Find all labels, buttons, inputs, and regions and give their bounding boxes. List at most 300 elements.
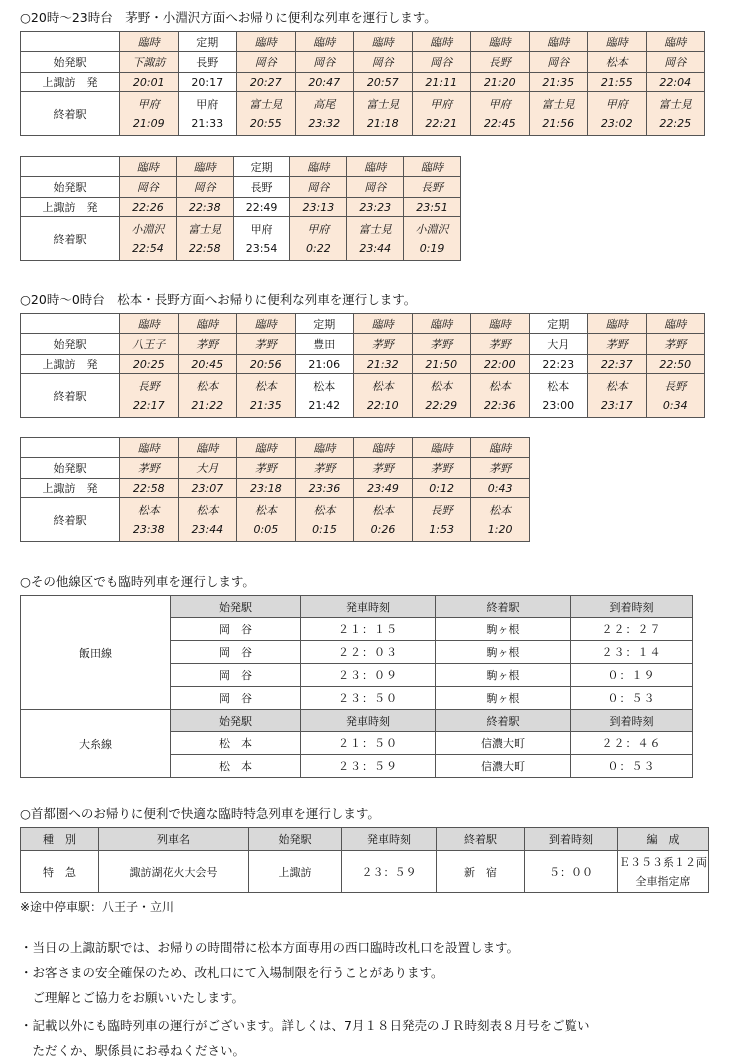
train-cell-dep: 22:58 [120, 479, 179, 498]
row-label: 終着駅 [21, 498, 120, 542]
timetable-4 [20, 437, 530, 542]
train-cell-dest [176, 217, 233, 261]
table-cell: 松 本 [171, 755, 301, 778]
train-cell-dest [120, 92, 179, 136]
table-cell: ２１：５０ [301, 732, 436, 755]
train-cell-type: 臨時 [354, 314, 413, 334]
train-cell-dep: 0:12 [412, 479, 471, 498]
train-cell-type: 臨時 [120, 438, 179, 458]
dest-station: 松本 [254, 379, 277, 393]
column-header: 始発駅 [171, 710, 301, 732]
express-cell: 上諏訪 [249, 851, 342, 893]
train-cell-origin: 茅野 [588, 334, 647, 355]
timetable-row-origin [21, 458, 530, 479]
arrival-time: 22:21 [425, 116, 458, 130]
dest-station: 長野 [664, 379, 687, 393]
column-header: 編 成 [618, 828, 709, 851]
timetable-row-origin [21, 334, 705, 355]
arrival-time: 22:36 [483, 398, 516, 412]
train-cell-origin: 岡谷 [237, 52, 296, 73]
train-cell-type: 臨時 [646, 32, 705, 52]
train-cell-dest [120, 374, 179, 418]
dest-station: 甲府 [307, 222, 330, 236]
train-cell-dep: 20:17 [178, 73, 237, 92]
table-cell: 岡 谷 [171, 618, 301, 641]
train-cell-dep: 21:32 [354, 355, 413, 374]
express-cell: 特 急 [21, 851, 99, 893]
arrival-time: 0:19 [419, 241, 445, 255]
train-cell-dest [588, 374, 647, 418]
arrival-time: 21:18 [366, 116, 399, 130]
table-cell: ２２：２７ [571, 618, 693, 641]
train-cell-dep: 22:49 [233, 198, 290, 217]
train-cell-dep: 21:20 [471, 73, 530, 92]
row-label: 始発駅 [21, 458, 120, 479]
timetable-row-dep [21, 198, 461, 217]
table-cell: ０：５３ [571, 687, 693, 710]
row-label: 始発駅 [21, 177, 120, 198]
arrival-time: 1:53 [429, 522, 454, 536]
timetable-row-origin [21, 177, 461, 198]
table-cell: 信濃大町 [436, 755, 571, 778]
timetable-row-dep [21, 355, 705, 374]
train-cell-dep: 22:00 [471, 355, 530, 374]
bullet-2: ・お客さまの安全確保のため、改札口にて入場制限を行うことがあります。 [20, 965, 444, 980]
timetable-row-type [21, 314, 705, 334]
express-cell: ５：００ [525, 851, 618, 893]
arrival-time: 23:02 [600, 116, 633, 130]
train-cell-dest [178, 374, 237, 418]
train-cell-type: 臨時 [529, 32, 588, 52]
dest-station: 松本 [196, 379, 219, 393]
train-cell-type: 臨時 [347, 157, 404, 177]
train-cell-type: 臨時 [471, 314, 530, 334]
train-cell-dest [412, 92, 471, 136]
train-cell-dep: 21:11 [412, 73, 471, 92]
row-label: 上諏訪 発 [21, 479, 120, 498]
timetable-1 [20, 31, 705, 136]
row-label: 終着駅 [21, 217, 120, 261]
dest-station: 松本 [371, 379, 394, 393]
column-header: 発車時刻 [342, 828, 437, 851]
train-cell-origin: 長野 [404, 177, 461, 198]
train-cell-type: 臨時 [295, 438, 354, 458]
timetable-row-dep [21, 73, 705, 92]
section-title-3: ○その他線区でも臨時列車を運行します。 [20, 574, 255, 589]
train-cell-type: 臨時 [412, 32, 471, 52]
arrival-time: 0:22 [306, 241, 331, 255]
column-header: 種 別 [21, 828, 99, 851]
arrival-time: 22:54 [132, 241, 164, 255]
dest-station: 高尾 [313, 97, 336, 111]
column-header: 終着駅 [436, 596, 571, 618]
dest-station: 富士見 [188, 222, 222, 236]
arrival-time: 23:32 [308, 116, 341, 130]
timetable-row-dest [21, 374, 705, 418]
arrival-time: 21:09 [132, 116, 165, 130]
train-cell-origin: 岡谷 [347, 177, 404, 198]
train-cell-dest [529, 374, 588, 418]
train-cell-dep: 0:43 [471, 479, 530, 498]
table-cell: 信濃大町 [436, 732, 571, 755]
bullet-4: ・記載以外にも臨時列車の運行がございます。詳しくは、7月１８日発売のＪＲ時刻表８月号をご覧い [20, 1018, 590, 1033]
row-label [21, 438, 120, 458]
section-title-2: ○20時～0時台 松本・長野方面へお帰りに便利な列車を運行します。 [20, 292, 417, 307]
train-cell-type: 臨時 [178, 314, 237, 334]
train-cell-dest [233, 217, 290, 261]
column-header: 発車時刻 [301, 596, 436, 618]
column-header: 到着時刻 [525, 828, 618, 851]
train-cell-dest [471, 374, 530, 418]
train-cell-dep: 20:45 [178, 355, 237, 374]
arrival-time: 0:15 [312, 522, 337, 536]
train-cell-dep: 21:35 [529, 73, 588, 92]
row-label: 上諏訪 発 [21, 355, 120, 374]
train-cell-dep: 23:18 [237, 479, 296, 498]
train-cell-dep: 23:23 [347, 198, 404, 217]
train-cell-dest [646, 374, 705, 418]
arrival-time: 23:44 [359, 241, 392, 255]
train-cell-dest [354, 92, 413, 136]
row-label: 始発駅 [21, 52, 120, 73]
train-cell-dep: 23:36 [295, 479, 354, 498]
train-cell-type: 臨時 [237, 32, 296, 52]
arrival-time: 22:29 [425, 398, 458, 412]
dest-station: 甲府 [250, 222, 273, 236]
arrival-time: 1:20 [487, 522, 513, 536]
train-cell-origin: 茅野 [120, 458, 179, 479]
dest-station: 富士見 [249, 97, 283, 111]
column-header: 到着時刻 [571, 596, 693, 618]
train-cell-origin: 茅野 [471, 334, 530, 355]
timetable-row-origin [21, 52, 705, 73]
train-cell-type: 臨時 [412, 438, 471, 458]
arrival-time: 23:44 [191, 522, 224, 536]
train-cell-origin: 茅野 [295, 458, 354, 479]
timetable-row-dest [21, 92, 705, 136]
dest-station: 甲府 [137, 97, 160, 111]
dest-station: 富士見 [541, 97, 575, 111]
express-cell: 新 宿 [437, 851, 525, 893]
table-cell: 松 本 [171, 732, 301, 755]
bullet-1: ・当日の上諏訪駅では、お帰りの時間帯に松本方面専用の西口臨時改札口を設置します。 [20, 940, 520, 955]
row-label: 終着駅 [21, 374, 120, 418]
train-cell-dest [588, 92, 647, 136]
train-cell-dest [471, 92, 530, 136]
train-cell-type: 臨時 [295, 32, 354, 52]
train-cell-dest [529, 92, 588, 136]
dest-station: 甲府 [488, 97, 511, 111]
table-cell: 駒ヶ根 [436, 687, 571, 710]
train-cell-origin: 茅野 [412, 458, 471, 479]
train-cell-dep: 20:56 [237, 355, 296, 374]
arrival-time: 23:00 [542, 398, 575, 412]
timetable-3 [20, 313, 705, 418]
train-cell-origin: 岡谷 [290, 177, 347, 198]
train-cell-origin: 大月 [529, 334, 588, 355]
train-cell-dest [120, 498, 179, 542]
table-cell: ２３：０９ [301, 664, 436, 687]
train-cell-origin: 豊田 [295, 334, 354, 355]
arrival-time: 0:34 [662, 398, 688, 412]
express-row [21, 851, 709, 893]
dest-station: 甲府 [430, 97, 453, 111]
dest-station: 長野 [430, 503, 453, 517]
row-label: 上諏訪 発 [21, 198, 120, 217]
column-header: 終着駅 [437, 828, 525, 851]
arrival-time: 23:38 [132, 522, 165, 536]
table-cell: ２２：４６ [571, 732, 693, 755]
train-cell-origin: 茅野 [237, 458, 296, 479]
train-cell-type: 臨時 [354, 32, 413, 52]
train-cell-type: 臨時 [354, 438, 413, 458]
train-cell-origin: 岡谷 [176, 177, 233, 198]
row-label: 上諏訪 発 [21, 73, 120, 92]
train-cell-origin: 岡谷 [354, 52, 413, 73]
train-cell-dep: 22:38 [176, 198, 233, 217]
other-header-row [21, 596, 693, 618]
train-cell-dep: 21:55 [588, 73, 647, 92]
timetable-row-type [21, 32, 705, 52]
train-cell-dest [237, 498, 296, 542]
column-header: 終着駅 [436, 710, 571, 732]
table-cell: ２３：５０ [301, 687, 436, 710]
train-cell-type: 臨時 [471, 32, 530, 52]
train-cell-type: 定期 [178, 32, 237, 52]
train-cell-dest [404, 217, 461, 261]
arrival-time: 23:54 [245, 241, 278, 255]
train-cell-origin: 長野 [471, 52, 530, 73]
row-label: 終着駅 [21, 92, 120, 136]
table-cell: 岡 谷 [171, 664, 301, 687]
train-cell-dest [347, 217, 404, 261]
train-cell-dep: 20:57 [354, 73, 413, 92]
line-name: 飯田線 [21, 596, 171, 710]
train-cell-origin: 岡谷 [646, 52, 705, 73]
arrival-time: 22:10 [366, 398, 399, 412]
arrival-time: 21:42 [308, 398, 341, 412]
train-cell-dep: 21:06 [295, 355, 354, 374]
other-header-row [21, 710, 693, 732]
other-lines-table [20, 595, 693, 778]
arrival-time: 22:58 [188, 241, 221, 255]
train-cell-dest [295, 374, 354, 418]
train-cell-dep: 20:25 [120, 355, 179, 374]
table-cell: 駒ヶ根 [436, 618, 571, 641]
arrival-time: 20:55 [249, 116, 282, 130]
express-formation [618, 851, 709, 893]
train-cell-dest [354, 374, 413, 418]
timetable-row-dest [21, 498, 530, 542]
table-cell: 駒ヶ根 [436, 664, 571, 687]
timetable-row-type [21, 438, 530, 458]
train-cell-dest [237, 374, 296, 418]
arrival-time: 22:45 [483, 116, 516, 130]
train-cell-origin: 茅野 [471, 458, 530, 479]
column-header: 到着時刻 [571, 710, 693, 732]
dest-station: 松本 [605, 379, 628, 393]
dest-station: 松本 [489, 503, 512, 517]
train-cell-dep: 20:27 [237, 73, 296, 92]
train-cell-type: 臨時 [237, 438, 296, 458]
train-cell-type: 臨時 [412, 314, 471, 334]
train-cell-type: 臨時 [646, 314, 705, 334]
train-cell-dep: 23:49 [354, 479, 413, 498]
train-cell-type: 臨時 [120, 157, 177, 177]
train-cell-origin: 茅野 [354, 458, 413, 479]
table-cell: ２３：５９ [301, 755, 436, 778]
arrival-time: 0:26 [370, 522, 396, 536]
train-cell-origin: 松本 [588, 52, 647, 73]
train-cell-dep: 20:47 [295, 73, 354, 92]
train-cell-type: 臨時 [471, 438, 530, 458]
express-cell: 諏訪湖花火大会号 [99, 851, 249, 893]
train-cell-type: 臨時 [290, 157, 347, 177]
train-cell-origin: 茅野 [237, 334, 296, 355]
train-cell-type: 臨時 [588, 32, 647, 52]
train-cell-dest [295, 498, 354, 542]
arrival-time: 21:22 [191, 398, 224, 412]
train-cell-origin: 八王子 [120, 334, 179, 355]
dest-station: 松本 [430, 379, 453, 393]
table-cell: ０：１９ [571, 664, 693, 687]
train-cell-type: 臨時 [178, 438, 237, 458]
dest-station: 松本 [313, 503, 336, 517]
dest-station: 松本 [137, 503, 160, 517]
train-cell-dest [471, 498, 530, 542]
dest-station: 甲府 [605, 97, 628, 111]
train-cell-type: 臨時 [237, 314, 296, 334]
table-cell: 岡 谷 [171, 687, 301, 710]
timetable-row-dep [21, 479, 530, 498]
train-cell-origin: 長野 [178, 52, 237, 73]
express-header-row [21, 828, 709, 851]
train-cell-origin: 岡谷 [120, 177, 177, 198]
dest-station: 松本 [313, 379, 336, 393]
column-header: 始発駅 [249, 828, 342, 851]
arrival-time: 22:25 [659, 116, 692, 130]
train-cell-dest [237, 92, 296, 136]
formation-seats: 全車指定席 [635, 874, 691, 888]
train-cell-dest [120, 217, 177, 261]
timetable-2 [20, 156, 461, 261]
train-cell-dest [412, 374, 471, 418]
train-cell-origin: 長野 [233, 177, 290, 198]
dest-station: 富士見 [358, 222, 392, 236]
dest-station: 松本 [547, 379, 570, 393]
train-cell-dest [178, 92, 237, 136]
train-cell-dep: 22:23 [529, 355, 588, 374]
arrival-time: 23:17 [600, 398, 633, 412]
train-cell-origin: 茅野 [412, 334, 471, 355]
train-cell-type: 臨時 [120, 314, 179, 334]
bullet-5: ただくか、駅係員にお尋ねください。 [20, 1043, 246, 1058]
line-name: 大糸線 [21, 710, 171, 778]
row-label [21, 32, 120, 52]
section-title-1: ○20時～23時台 茅野・小淵沢方面へお帰りに便利な列車を運行します。 [20, 10, 437, 25]
train-cell-type: 臨時 [176, 157, 233, 177]
dest-station: 甲府 [196, 97, 219, 111]
arrival-time: 22:17 [132, 398, 165, 412]
section-title-4: ○首都圏へのお帰りに便利で快適な臨時特急列車を運行します。 [20, 806, 380, 821]
dest-station: 小淵沢 [415, 222, 449, 236]
train-cell-dest [646, 92, 705, 136]
arrival-time: 21:33 [191, 116, 224, 130]
train-cell-dep: 22:50 [646, 355, 705, 374]
train-cell-dest [412, 498, 471, 542]
table-cell: 駒ヶ根 [436, 641, 571, 664]
train-cell-type: 定期 [295, 314, 354, 334]
train-cell-dep: 22:37 [588, 355, 647, 374]
train-cell-origin: 岡谷 [295, 52, 354, 73]
train-cell-origin: 岡谷 [529, 52, 588, 73]
dest-station: 松本 [488, 379, 511, 393]
bullet-3: ご理解とご協力をお願いいたします。 [20, 990, 245, 1005]
column-header: 発車時刻 [301, 710, 436, 732]
timetable-row-dest [21, 217, 461, 261]
train-cell-origin: 茅野 [646, 334, 705, 355]
dest-station: 松本 [254, 503, 277, 517]
column-header: 始発駅 [171, 596, 301, 618]
train-cell-type: 臨時 [588, 314, 647, 334]
train-cell-type: 定期 [529, 314, 588, 334]
train-cell-dest [290, 217, 347, 261]
train-cell-origin: 岡谷 [412, 52, 471, 73]
arrival-time: 21:56 [542, 116, 575, 130]
train-cell-type: 臨時 [404, 157, 461, 177]
train-cell-origin: 茅野 [354, 334, 413, 355]
train-cell-origin: 下諏訪 [120, 52, 179, 73]
dest-station: 富士見 [658, 97, 692, 111]
timetable-row-type [21, 157, 461, 177]
table-cell: ２１：１５ [301, 618, 436, 641]
train-cell-dep: 23:13 [290, 198, 347, 217]
arrival-time: 21:35 [249, 398, 282, 412]
table-cell: 岡 谷 [171, 641, 301, 664]
train-cell-origin: 大月 [178, 458, 237, 479]
table-cell: ０：５３ [571, 755, 693, 778]
table-cell: ２３：１４ [571, 641, 693, 664]
dest-station: 長野 [137, 379, 160, 393]
table-cell: ２２：０３ [301, 641, 436, 664]
row-label [21, 157, 120, 177]
column-header: 列車名 [99, 828, 249, 851]
dest-station: 松本 [372, 503, 395, 517]
train-cell-dep: 22:04 [646, 73, 705, 92]
dest-station: 小淵沢 [131, 222, 165, 236]
train-cell-dep: 23:07 [178, 479, 237, 498]
row-label [21, 314, 120, 334]
dest-station: 富士見 [366, 97, 400, 111]
train-cell-dest [295, 92, 354, 136]
row-label: 始発駅 [21, 334, 120, 355]
train-cell-origin: 茅野 [178, 334, 237, 355]
train-cell-dep: 22:26 [120, 198, 177, 217]
arrival-time: 0:05 [253, 522, 279, 536]
train-cell-dep: 23:51 [404, 198, 461, 217]
train-cell-dest [178, 498, 237, 542]
train-cell-type: 臨時 [120, 32, 179, 52]
train-cell-dest [354, 498, 413, 542]
train-cell-dep: 21:50 [412, 355, 471, 374]
train-cell-type: 定期 [233, 157, 290, 177]
dest-station: 松本 [196, 503, 219, 517]
express-note: ※途中停車駅：八王子・立川 [20, 900, 175, 914]
express-table [20, 827, 709, 893]
express-cell: ２３：５９ [342, 851, 437, 893]
formation-cars: Ｅ３５３系１２両 [619, 855, 707, 869]
train-cell-dep: 20:01 [120, 73, 179, 92]
